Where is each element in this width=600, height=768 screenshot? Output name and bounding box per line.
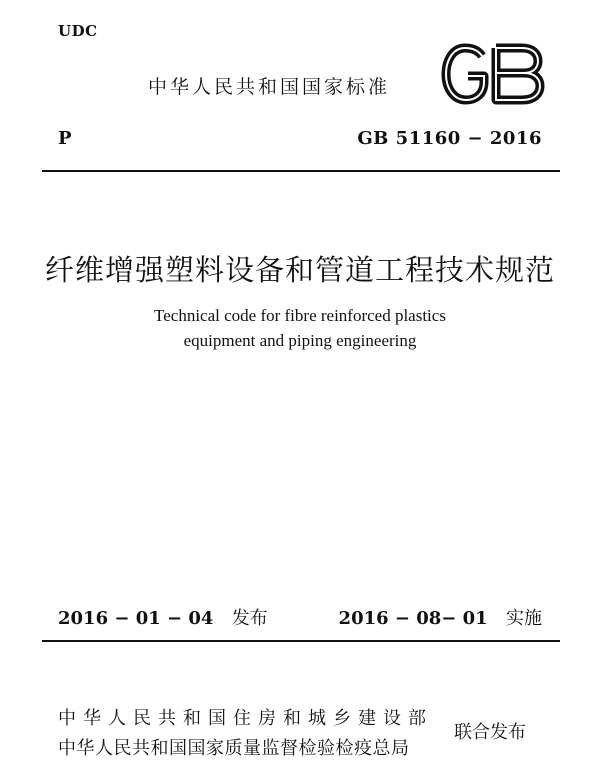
issue-label: 发布 <box>231 608 268 629</box>
implementation-date-block <box>339 604 542 630</box>
issuers-block <box>58 704 433 764</box>
title-english-line2: equipment and piping engineering <box>183 331 417 350</box>
bottom-divider <box>42 640 560 642</box>
implementation-label: 实施 <box>506 608 542 629</box>
standard-number: GB 51160 − 2016 <box>357 128 542 149</box>
title-english-line1: Technical code for fibre reinforced plastics <box>154 306 446 325</box>
issuer-2: 中华人民共和国国家质量监督检验检疫总局 <box>58 738 410 759</box>
gb-logo-icon <box>438 40 546 108</box>
udc-code: UDC <box>58 22 98 40</box>
joint-release-label: 联合发布 <box>454 722 526 743</box>
issue-date: 2016 − 01 − 04 <box>58 608 214 629</box>
category-code: P <box>58 128 72 149</box>
top-divider <box>42 170 560 172</box>
title-chinese: 纤维增强塑料设备和管道工程技术规范 <box>44 253 555 287</box>
issue-date-block <box>58 604 268 630</box>
national-standard-label: 中华人民共和国国家标准 <box>148 76 391 98</box>
issuer-1: 中华人民共和国住房和城乡建设部 <box>58 708 433 729</box>
implementation-date: 2016 − 08− 01 <box>338 608 488 629</box>
title-english <box>0 303 600 353</box>
